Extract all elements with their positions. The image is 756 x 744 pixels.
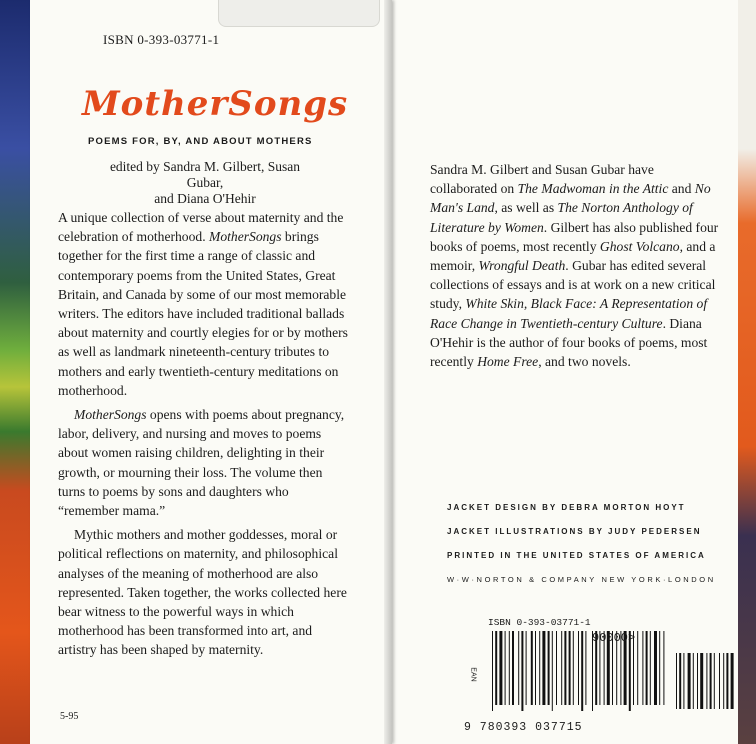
barcode-bar xyxy=(539,631,540,705)
barcode-bar xyxy=(573,631,574,705)
barcode-bar xyxy=(548,631,550,705)
price-bar xyxy=(688,653,691,709)
barcode-bar xyxy=(578,631,579,705)
barcode-bar xyxy=(556,631,557,705)
barcode-bar xyxy=(542,631,545,705)
price-bar xyxy=(706,653,707,709)
price-bar xyxy=(679,653,681,709)
barcode-bar xyxy=(564,631,566,705)
editors-credit: edited by Sandra M. Gilbert, Susan Gubar, and Diana O'Hehir xyxy=(109,159,301,206)
barcode-block xyxy=(464,617,738,737)
price-bar xyxy=(710,653,712,709)
barcode-ean-label: EAN xyxy=(469,667,477,682)
price-bar xyxy=(723,653,724,709)
barcode-bar xyxy=(650,631,651,705)
book-subtitle: POEMS FOR, BY, AND ABOUT MOTHERS xyxy=(88,136,313,147)
editors-bio: Sandra M. Gilbert and Susan Gubar have collaborated on The Madwoman in the Attic and No Man's Land, as well as The Norton Anthology of Literature by Women. Gilbert has also published four books of poems, most recently Ghost Volcano, and a memoir, Wrongful Death. Gubar has edited several collections of essays and is at work on a new critical study, White Skin, Black Face: A Representation of Race Change in Twentieth-century Culture. Diana O'Hehir is the author of four books of poems, most recently Home Free, and two novels. xyxy=(430,162,719,370)
barcode-bar xyxy=(535,631,536,705)
barcode-bar xyxy=(654,631,657,705)
price-bar xyxy=(700,653,703,709)
print-code: 5-95 xyxy=(60,711,79,722)
barcode-bar xyxy=(561,631,562,705)
description-paragraph-1: A unique collection of verse about maternity and the celebration of motherhood. MotherSongs brings together for the first time a range of classic and contemporary poems from the United States, Great Britain, and Canada by some of our most memorable writers. The editors have included traditional ballads about maternity and courtly elegies for or by mothers as well as landmark nineteenth-century tributes to mothers and early twentieth-century meditations on motherhood. xyxy=(58,210,348,398)
barcode-bar xyxy=(499,631,502,705)
barcode-bar xyxy=(531,631,533,705)
jacket-credits xyxy=(447,502,716,598)
fold-shadow xyxy=(384,0,392,744)
barcode-bar xyxy=(509,631,510,705)
barcode-ean-number: 9 780393 037715 xyxy=(464,721,583,734)
barcode-bar xyxy=(585,631,586,705)
price-bar xyxy=(726,653,728,709)
price-bar xyxy=(693,653,694,709)
credit-publisher: W·W·NORTON & COMPANY NEW YORK·LONDON xyxy=(447,575,716,584)
barcode-bar xyxy=(663,631,664,705)
barcode-price-code: 90000> xyxy=(592,631,636,645)
book-title: MotherSongs xyxy=(82,84,349,124)
barcode-bar xyxy=(512,631,514,705)
description-paragraph-3: Mythic mothers and mother goddesses, moral or political reflections on maternity, and philosophical analyses of the meaning of motherhood are also represented. Taken together, the works collected here bear witness to the powerful ways in which motherhood has been transformed into art, and artistry has been shaped by maternity. xyxy=(58,527,347,658)
dust-jacket-left-edge xyxy=(0,0,30,744)
price-bar xyxy=(714,653,715,709)
barcode-bar xyxy=(642,631,643,705)
barcode-bar xyxy=(492,631,493,711)
barcode-bar xyxy=(518,631,519,705)
barcode-bar xyxy=(505,631,506,705)
barcode-bar xyxy=(521,631,523,711)
barcode-bar xyxy=(552,631,553,711)
price-bar xyxy=(719,653,720,709)
price-bar xyxy=(731,653,734,709)
price-bar xyxy=(697,653,698,709)
credit-design: JACKET DESIGN BY DEBRA MORTON HOYT xyxy=(447,503,686,512)
price-bar xyxy=(676,653,677,709)
credit-illustrations: JACKET ILLUSTRATIONS BY JUDY PEDERSEN xyxy=(447,527,702,536)
barcode-isbn: ISBN 0-393-03771-1 xyxy=(488,617,591,628)
barcode-bar xyxy=(646,631,648,705)
barcode-bar xyxy=(637,631,638,705)
dust-jacket-right-edge xyxy=(738,0,756,744)
barcode-bar xyxy=(526,631,527,705)
price-bar xyxy=(683,653,684,709)
barcode-bar xyxy=(495,631,497,705)
barcode-bar xyxy=(659,631,660,705)
flap-isbn: ISBN 0-393-03771-1 xyxy=(103,32,220,47)
barcode-bar xyxy=(581,631,583,711)
flap-description xyxy=(58,208,350,660)
credit-printed: PRINTED IN THE UNITED STATES OF AMERICA xyxy=(447,551,706,560)
barcode-bar xyxy=(569,631,571,705)
flap-notch xyxy=(218,0,380,27)
description-paragraph-2: MotherSongs opens with poems about pregnancy, labor, delivery, and nursing and moves to poems about women raising children, delighting in their growth, or mourning their loss. The volume then turns to poems by sons and daughters who “remember mama.” xyxy=(58,407,345,519)
